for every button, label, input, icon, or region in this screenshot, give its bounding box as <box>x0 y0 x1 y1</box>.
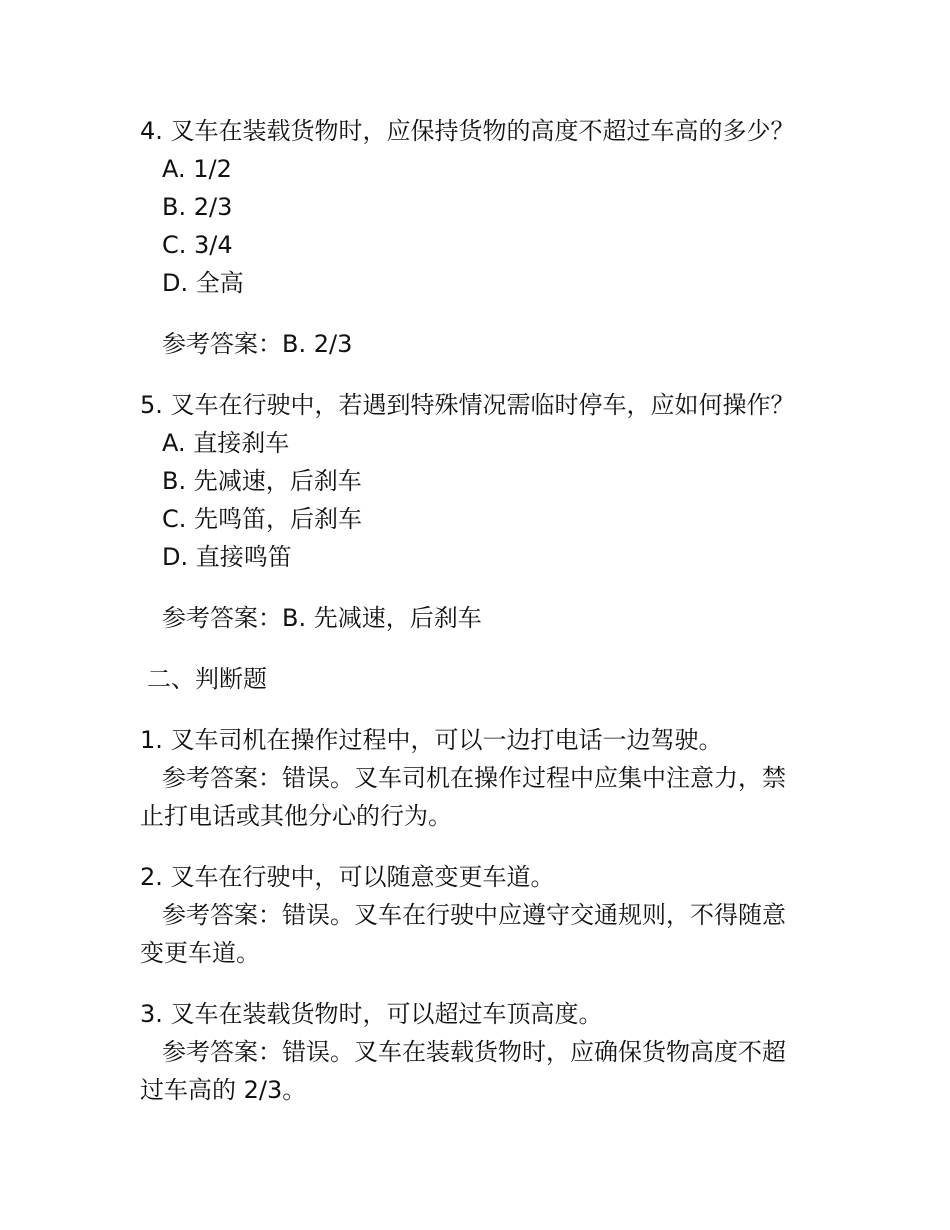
question-4-text: 4. 叉车在装载货物时，应保持货物的高度不超过车高的多少？ <box>140 117 795 145</box>
question-4-option-b: B. 2/3 <box>162 193 233 221</box>
question-4-answer: 参考答案：B. 2/3 <box>162 330 353 358</box>
judgment-3-answer-line1: 参考答案：错误。叉车在装载货物时，应确保货物高度不超 <box>162 1038 786 1066</box>
judgment-2-text: 2. 叉车在行驶中，可以随意变更车道。 <box>140 863 555 891</box>
question-5-option-b: B. 先减速，后刹车 <box>162 467 362 495</box>
question-5-answer: 参考答案：B. 先减速，后刹车 <box>162 604 482 632</box>
question-4-option-d: D. 全高 <box>162 269 244 297</box>
judgment-1-answer-line1: 参考答案：错误。叉车司机在操作过程中应集中注意力，禁 <box>162 764 786 792</box>
judgment-2-answer-line1: 参考答案：错误。叉车在行驶中应遵守交通规则，不得随意 <box>162 901 786 929</box>
question-4-option-c: C. 3/4 <box>162 231 233 259</box>
judgment-1-answer-line2: 止打电话或其他分心的行为。 <box>140 802 452 830</box>
judgment-3-answer-line2: 过车高的 2/3。 <box>140 1076 307 1104</box>
question-5-option-a: A. 直接刹车 <box>162 429 290 457</box>
judgment-3-text: 3. 叉车在装载货物时，可以超过车顶高度。 <box>140 1000 603 1028</box>
question-5-text: 5. 叉车在行驶中，若遇到特殊情况需临时停车，应如何操作？ <box>140 391 795 419</box>
question-4-option-a: A. 1/2 <box>162 155 232 183</box>
section-title: 二、判断题 <box>147 665 267 693</box>
judgment-1-text: 1. 叉车司机在操作过程中，可以一边打电话一边驾驶。 <box>140 726 723 754</box>
question-5-option-d: D. 直接鸣笛 <box>162 543 292 571</box>
question-5-option-c: C. 先鸣笛，后刹车 <box>162 505 363 533</box>
judgment-2-answer-line2: 变更车道。 <box>140 939 260 967</box>
